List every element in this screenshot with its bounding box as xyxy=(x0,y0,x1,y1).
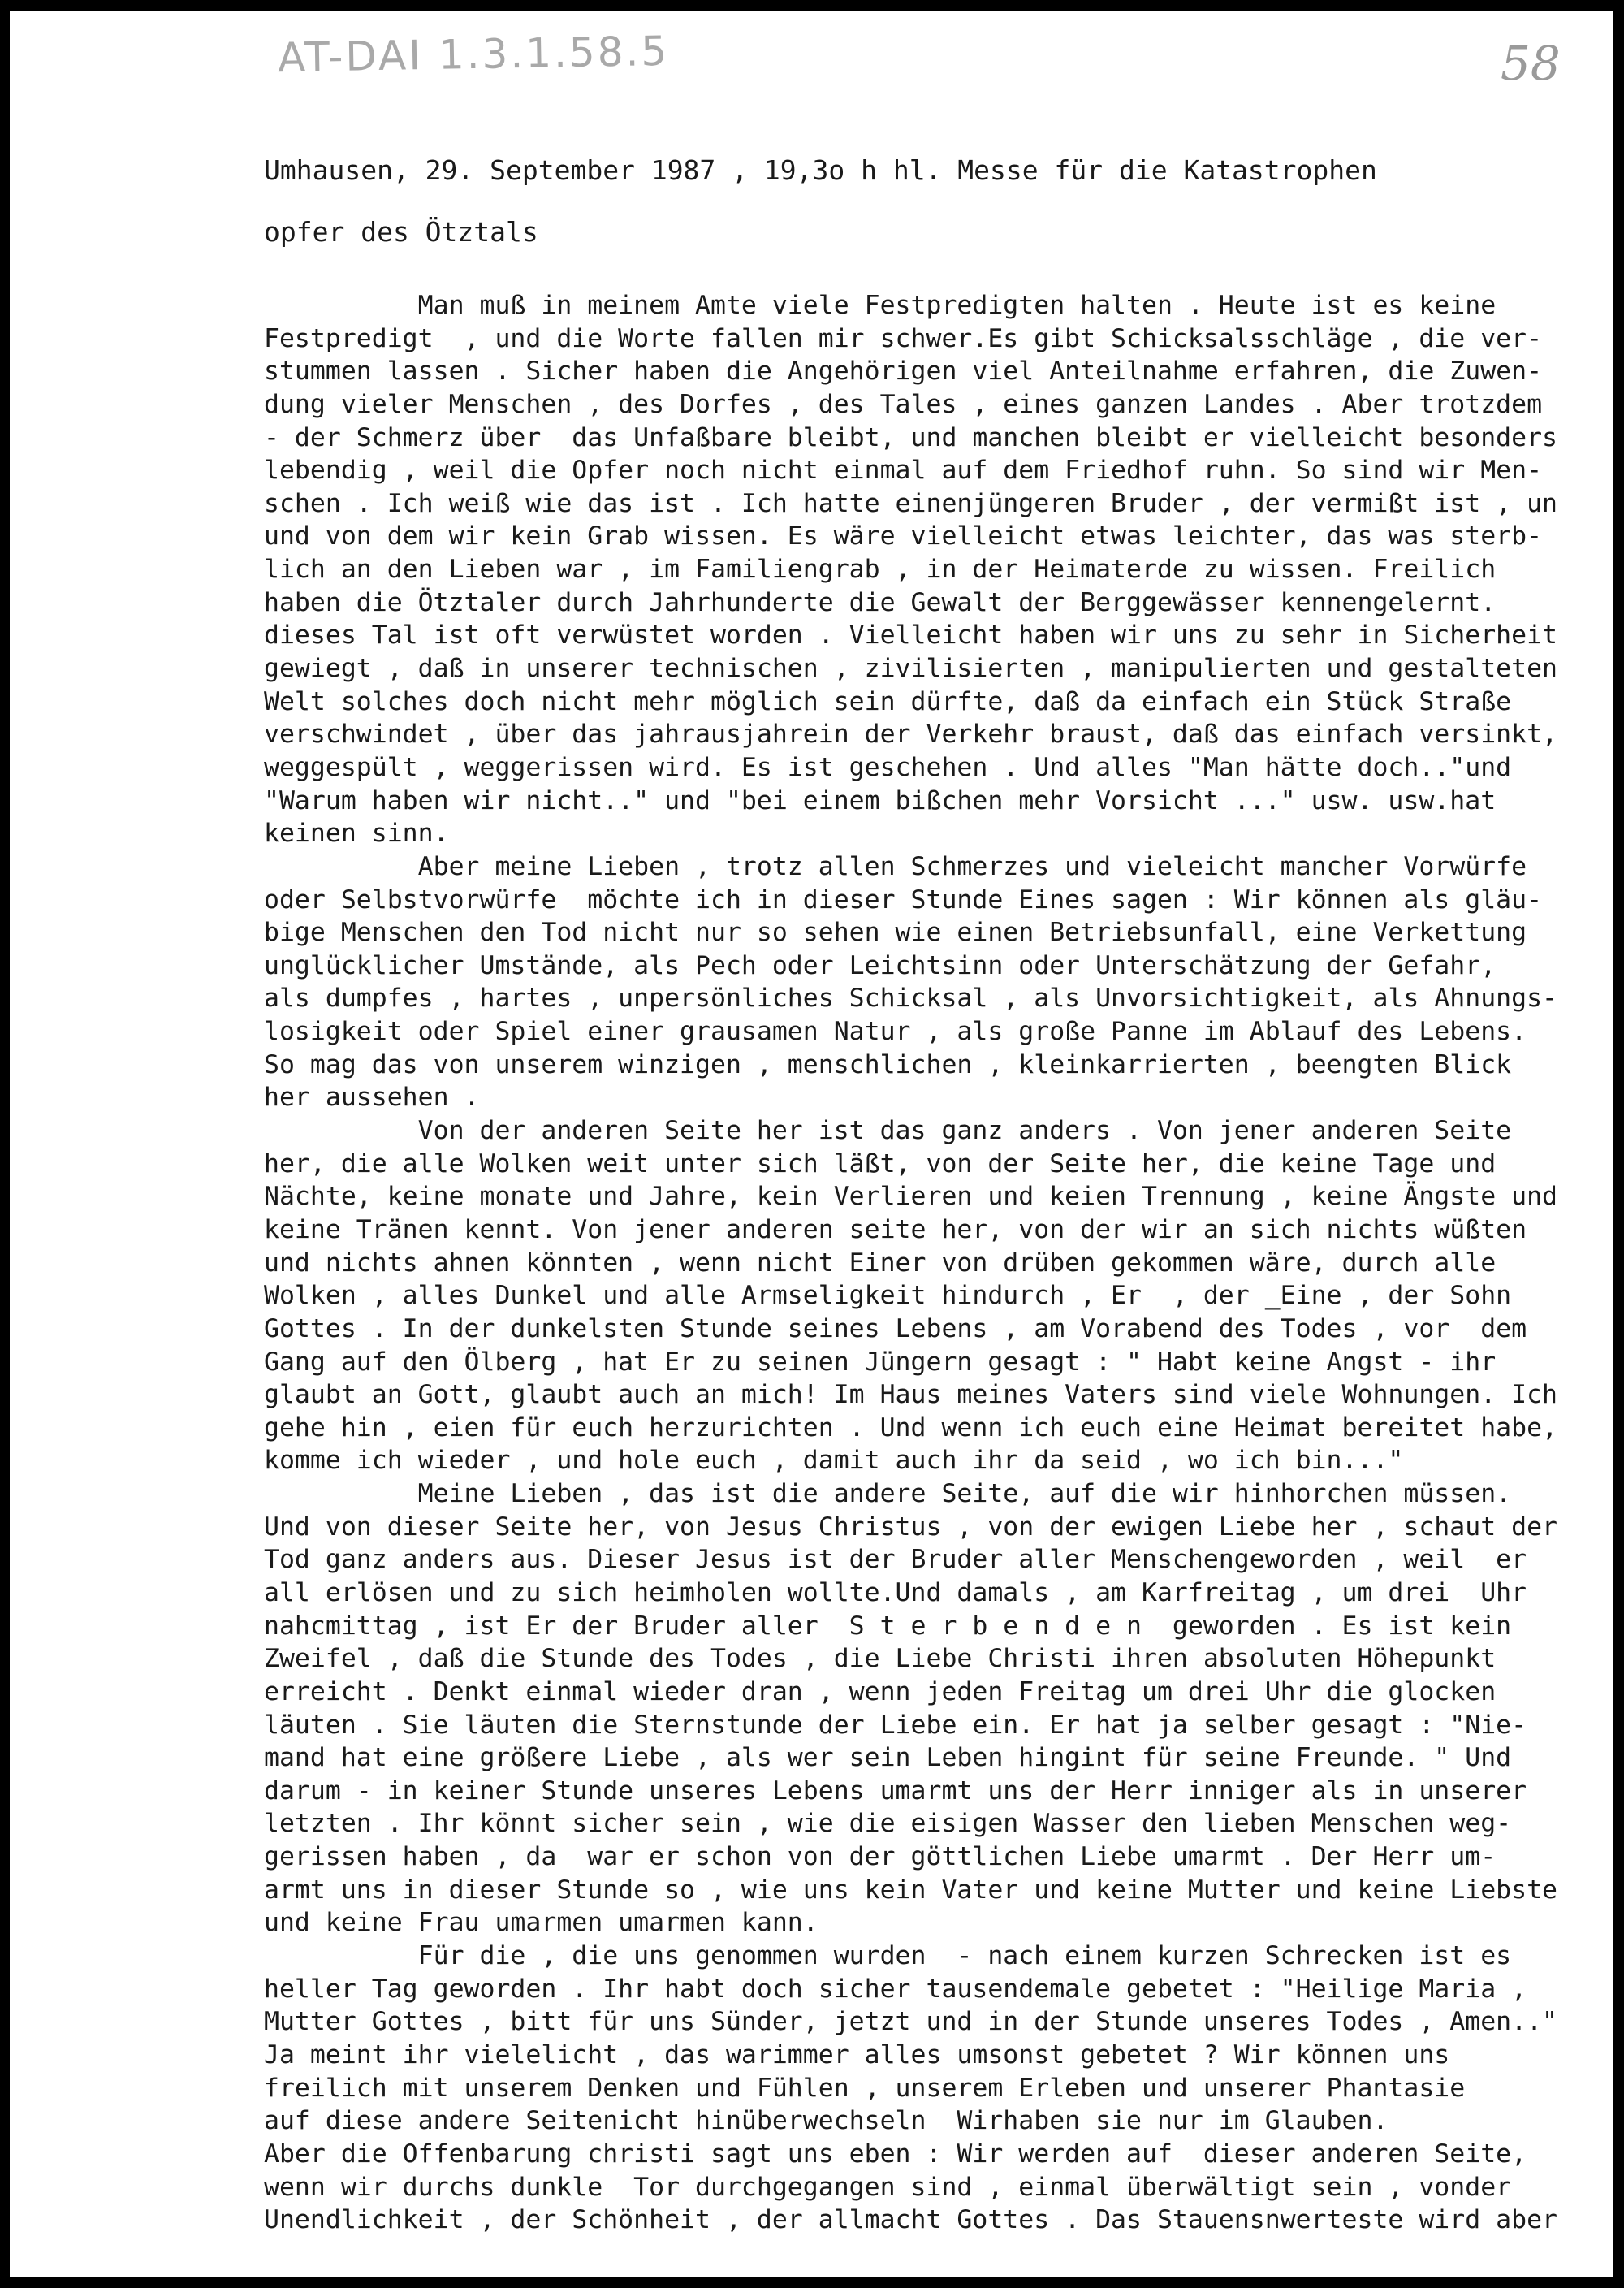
text-line: dung vieler Menschen , des Dorfes , des Tales , eines ganzen Landes . Aber trotzdem xyxy=(264,389,1543,419)
text-line: - der Schmerz über das Unfaßbare bleibt, und manchen bleibt er vielleicht besonders xyxy=(264,422,1558,452)
text-line: Wolken , alles Dunkel und alle Armseligkeit hindurch , Er , der _Eine , der Sohn xyxy=(264,1281,1512,1311)
text-line: lebendig , weil die Opfer noch nicht einmal auf dem Friedhof ruhn. So sind wir Men- xyxy=(264,456,1543,486)
text-line: Mutter Gottes , bitt für uns Sünder, jetzt und in der Stunde unseres Todes , Amen.." xyxy=(264,2007,1558,2037)
text-line: all erlösen und zu sich heimholen wollte.Und damals , am Karfreitag , um drei Uhr xyxy=(264,1577,1527,1607)
text-line: Für die , die uns genommen wurden - nach einem kurzen Schrecken ist es xyxy=(264,1941,1512,1971)
text-line: keinen sinn. xyxy=(264,819,449,849)
text-line: Gottes . In der dunkelsten Stunde seines Lebens , am Vorabend des Todes , vor dem xyxy=(264,1313,1527,1343)
text-line: bige Menschen den Tod nicht nur so sehen wie einen Betriebsunfall, eine Verkettung xyxy=(264,918,1527,948)
text-line: unglücklicher Umstände, als Pech oder Leichtsinn oder Unterschätzung der Gefahr, xyxy=(264,950,1497,980)
text-line: und von dem wir kein Grab wissen. Es wäre vielleicht etwas leichter, das was sterb- xyxy=(264,521,1543,551)
text-line: als dumpfes , hartes , unpersönliches Schicksal , als Unvorsichtigkeit, als Ahnungs- xyxy=(264,984,1558,1014)
text-line: komme ich wieder , und hole euch , damit auch ihr da seid , wo ich bin..." xyxy=(264,1446,1404,1476)
text-line: schen . Ich weiß wie das ist . Ich hatte einenjüngeren Bruder , der vermißt ist , un xyxy=(264,488,1558,518)
text-line: armt uns in dieser Stunde so , wie uns kein Vater und keine Mutter und keine Liebste xyxy=(264,1875,1558,1905)
heading-line: Umhausen, 29. September 1987 , 19,3o h hl. Messe für die Katastrophen xyxy=(264,154,1377,186)
text-line: und nichts ahnen könnten , wenn nicht Einer von drüben gekommen wäre, durch alle xyxy=(264,1248,1497,1278)
text-line: keine Tränen kennt. Von jener anderen seite her, von der wir an sich nichts wüßten xyxy=(264,1214,1527,1244)
text-line: auf diese andere Seitenicht hinüberwechseln Wirhaben sie nur im Glauben. xyxy=(264,2106,1389,2136)
sermon-body xyxy=(264,289,1613,2237)
text-line: Aber die Offenbarung christi sagt uns eben : Wir werden auf dieser anderen Seite, xyxy=(264,2139,1527,2169)
text-line: freilich mit unserem Denken und Fühlen , unserem Erleben und unserer Phantasie xyxy=(264,2073,1466,2103)
text-line: Tod ganz anders aus. Dieser Jesus ist der Bruder aller Menschengeworden , weil er xyxy=(264,1545,1527,1575)
page-number: 58 xyxy=(1501,36,1561,91)
text-line: Nächte, keine monate und Jahre, kein Verlieren und keien Trennung , keine Ängste und xyxy=(264,1182,1558,1212)
text-line: nahcmittag , ist Er der Bruder aller S t e r b e n d e n geworden . Es ist kein xyxy=(264,1611,1512,1641)
text-line: läuten . Sie läuten die Sternstunde der Liebe ein. Er hat ja selber gesagt : "Nie- xyxy=(264,1710,1527,1740)
text-line: stummen lassen . Sicher haben die Angehörigen viel Anteilnahme erfahren, die Zuwen- xyxy=(264,357,1543,387)
text-line: Unendlichkeit , der Schönheit , der allmacht Gottes . Das Stauensnwerteste wird aber xyxy=(264,2205,1558,2235)
text-line: glaubt an Gott, glaubt auch an mich! Im Haus meines Vaters sind viele Wohnungen. Ich xyxy=(264,1380,1558,1410)
text-line: gehe hin , eien für euch herzurichten . Und wenn ich euch eine Heimat bereitet habe, xyxy=(264,1412,1558,1442)
text-line: darum - in keiner Stunde unseres Lebens umarmt uns der Herr inniger als in unserer xyxy=(264,1775,1527,1806)
text-line: Welt solches doch nicht mehr möglich sein dürfte, daß da einfach ein Stück Straße xyxy=(264,686,1512,716)
text-line: mand hat eine größere Liebe , als wer sein Leben hingint für seine Freunde. " Und xyxy=(264,1743,1512,1773)
document-page xyxy=(10,11,1613,2277)
text-line: Aber meine Lieben , trotz allen Schmerzes und vieleicht mancher Vorwürfe xyxy=(264,851,1527,881)
text-line: erreicht . Denkt einmal wieder dran , wenn jeden Freitag um drei Uhr die glocken xyxy=(264,1676,1497,1706)
heading-line: opfer des Ötztals xyxy=(264,216,538,248)
text-line: Gang auf den Ölberg , hat Er zu seinen Jüngern gesagt : " Habt keine Angst - ihr xyxy=(264,1347,1497,1377)
text-line: lich an den Lieben war , im Familiengrab , in der Heimaterde zu wissen. Freilich xyxy=(264,555,1497,585)
text-line: haben die Ötztaler durch Jahrhunderte die Gewalt der Berggewässer kennengelernt. xyxy=(264,587,1497,617)
text-line: losigkeit oder Spiel einer grausamen Natur , als große Panne im Ablauf des Lebens. xyxy=(264,1017,1527,1047)
text-line: her, die alle Wolken weit unter sich läßt, von der Seite her, die keine Tage und xyxy=(264,1148,1497,1179)
text-line: Man muß in meinem Amte viele Festpredigten halten . Heute ist es keine xyxy=(264,291,1497,320)
text-line: und keine Frau umarmen umarmen kann. xyxy=(264,1908,818,1938)
text-line: letzten . Ihr könnt sicher sein , wie die eisigen Wasser den lieben Menschen weg- xyxy=(264,1809,1512,1839)
text-line: Zweifel , daß die Stunde des Todes , die Liebe Christi ihren absoluten Höhepunkt xyxy=(264,1644,1497,1674)
text-line: her aussehen . xyxy=(264,1083,480,1113)
text-line: weggespült , weggerissen wird. Es ist geschehen . Und alles "Man hätte doch.."und xyxy=(264,752,1512,782)
text-line: gerissen haben , da war er schon von der göttlichen Liebe umarmt . Der Herr um- xyxy=(264,1842,1497,1872)
sermon-heading xyxy=(264,140,1596,263)
text-line: Festpredigt , und die Worte fallen mir schwer.Es gibt Schicksalsschläge , die ver- xyxy=(264,323,1543,353)
text-line: Ja meint ihr vielelicht , das warimmer alles umsonst gebetet ? Wir können uns xyxy=(264,2039,1450,2070)
text-line: wenn wir durchs dunkle Tor durchgegangen sind , einmal überwältigt sein , vonder xyxy=(264,2172,1512,2202)
text-line: "Warum haben wir nicht.." und "bei einem bißchen mehr Vorsicht ..." usw. usw.hat xyxy=(264,785,1497,815)
text-line: So mag das von unserem winzigen , menschlichen , kleinkarrierten , beengten Blick xyxy=(264,1049,1512,1079)
text-line: oder Selbstvorwürfe möchte ich in dieser Stunde Eines sagen : Wir können als gläu- xyxy=(264,884,1543,915)
text-line: dieses Tal ist oft verwüstet worden . Vielleicht haben wir uns zu sehr in Sicherheit xyxy=(264,621,1558,651)
text-line: Von der anderen Seite her ist das ganz anders . Von jener anderen Seite xyxy=(264,1116,1512,1146)
archive-signature: AT-DAI 1.3.1.58.5 xyxy=(277,27,670,82)
text-line: verschwindet , über das jahrausjahrein der Verkehr braust, daß das einfach versinkt, xyxy=(264,720,1558,750)
text-line: Und von dieser Seite her, von Jesus Christus , von der ewigen Liebe her , schaut der xyxy=(264,1512,1558,1542)
text-line: heller Tag geworden . Ihr habt doch sicher tausendemale gebetet : "Heilige Maria , xyxy=(264,1974,1527,2004)
text-line: gewiegt , daß in unserer technischen , zivilisierten , manipulierten und gestalteten xyxy=(264,654,1558,684)
text-line: Meine Lieben , das ist die andere Seite, auf die wir hinhorchen müssen. xyxy=(264,1479,1512,1509)
